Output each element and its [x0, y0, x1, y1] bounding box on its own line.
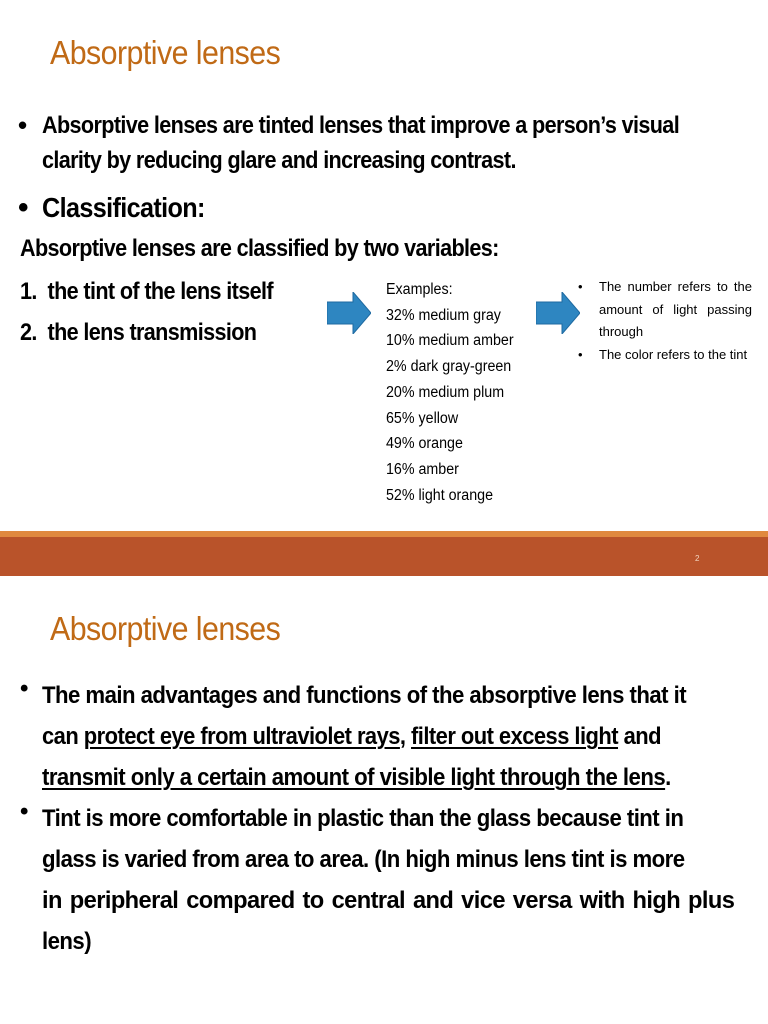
text-span: and [618, 723, 661, 750]
bullet-icon: • [578, 279, 583, 294]
bullet-icon: • [20, 675, 29, 702]
text-span: , [399, 723, 412, 750]
example-item: 65% yellow [386, 409, 459, 427]
bullet-icon: • [18, 110, 28, 140]
classified-line: Absorptive lenses are classified by two variables: [20, 235, 499, 262]
bullet-icon: • [578, 346, 583, 362]
variable-number: 2. [20, 319, 37, 346]
text-line [42, 716, 665, 757]
text-line: The main advantages and functions of the absorptive lens that it [42, 682, 687, 709]
note-text: The color refers to the tint [599, 346, 748, 362]
bullet-text [42, 675, 738, 798]
note-item [576, 276, 752, 344]
example-item: 10% medium amber [386, 332, 514, 350]
right-arrow-icon [536, 292, 580, 334]
variable-item [20, 319, 256, 347]
bullet-text: Absorptive lenses are tinted lenses that improve a person’s visual [42, 112, 680, 139]
slide-2 [0, 576, 768, 1024]
variable-text: the tint of the lens itself [47, 278, 273, 305]
bullet-text [42, 798, 738, 962]
underlined-phrase: filter out excess light [411, 723, 619, 750]
classification-heading: Classification: [42, 192, 205, 223]
example-item: 2% dark gray-green [386, 358, 512, 376]
example-item: 32% medium gray [386, 306, 501, 324]
underlined-phrase: protect eye from ultraviolet rays [83, 723, 400, 750]
text-line: in peripheral compared to central and vice versa with high plus [42, 887, 735, 914]
right-arrow-icon [327, 292, 371, 334]
text-span: . [665, 764, 671, 791]
footer-band [0, 531, 768, 576]
text-line: lens) [42, 928, 92, 955]
bullet-icon: • [20, 798, 29, 825]
examples-list [386, 277, 514, 508]
variable-number: 1. [20, 278, 37, 305]
text-span: can [42, 723, 84, 750]
underlined-phrase: transmit only a certain amount of visible light through the lens [42, 764, 666, 791]
example-item: 20% medium plum [386, 383, 505, 401]
note-text: The number refers to the amount of light passing through [599, 279, 752, 339]
example-item: 52% light orange [386, 486, 494, 504]
bullet-text: clarity by reducing glare and increasing contrast. [42, 147, 516, 174]
variable-item [20, 278, 273, 306]
text-line [42, 757, 672, 798]
slide-title: Absorptive lenses [50, 610, 281, 647]
example-item: 16% amber [386, 460, 459, 478]
variable-text: the lens transmission [47, 319, 257, 346]
slide-title: Absorptive lenses [50, 34, 281, 71]
notes-list [576, 276, 752, 366]
footer-accent-line [0, 531, 768, 537]
examples-heading: Examples: [386, 281, 453, 298]
note-item [576, 344, 752, 367]
text-line: Tint is more comfortable in plastic than the glass because tint in [42, 805, 684, 832]
page-number: 2 [695, 554, 700, 563]
bullet-icon: • [18, 191, 29, 224]
example-item: 49% orange [386, 435, 463, 453]
text-line: glass is varied from area to area. (In high minus lens tint is more [42, 846, 685, 873]
